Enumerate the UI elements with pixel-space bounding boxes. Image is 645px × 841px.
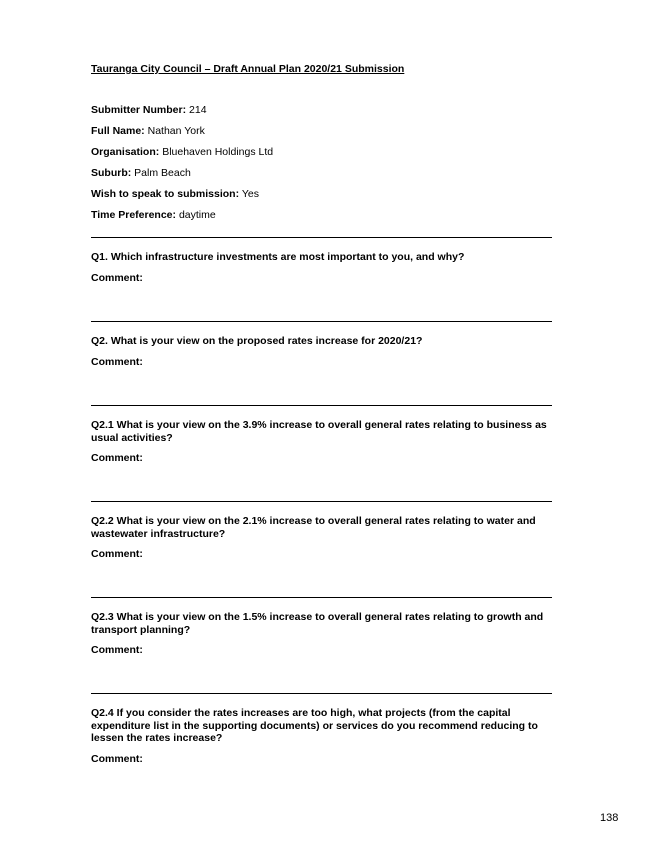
comment-label: Comment: <box>91 272 143 284</box>
question-q2-1: Q2.1 What is your view on the 3.9% increase to overall general rates relating to business as usual activities? <box>91 419 547 444</box>
question-q2-4: Q2.4 If you consider the rates increases are too high, what projects (from the capital expenditure list in the supporting documents) or services do you recommend reducing to lessen the rates increase? <box>91 707 538 744</box>
comment-label: Comment: <box>91 548 143 560</box>
field-label: Time Preference: <box>91 209 177 221</box>
field-suburb <box>91 167 191 179</box>
comment-label: Comment: <box>91 452 143 464</box>
page-number: 138 <box>600 812 619 824</box>
field-value: Nathan York <box>147 125 205 137</box>
field-label: Wish to speak to submission: <box>91 188 240 200</box>
section-divider <box>91 321 552 322</box>
section-divider <box>91 405 552 406</box>
field-organisation <box>91 146 273 158</box>
field-wish-to-speak <box>91 188 259 200</box>
question-q1: Q1. Which infrastructure investments are most important to you, and why? <box>91 251 465 263</box>
field-value: daytime <box>178 209 216 221</box>
field-submitter-number <box>91 104 207 116</box>
comment-label: Comment: <box>91 753 143 765</box>
field-label: Full Name: <box>91 125 145 137</box>
field-label: Suburb: <box>91 167 132 179</box>
field-label: Submitter Number: <box>91 104 187 116</box>
comment-label: Comment: <box>91 644 143 656</box>
comment-label: Comment: <box>91 356 143 368</box>
question-q2-3: Q2.3 What is your view on the 1.5% increase to overall general rates relating to growth and transport planning? <box>91 611 544 636</box>
section-divider <box>91 597 552 598</box>
field-label: Organisation: <box>91 146 160 158</box>
section-divider <box>91 693 552 694</box>
field-value: Bluehaven Holdings Ltd <box>162 146 274 158</box>
section-divider <box>91 237 552 238</box>
field-value: 214 <box>189 104 207 116</box>
question-q2: Q2. What is your view on the proposed rates increase for 2020/21? <box>91 335 423 347</box>
field-full-name <box>91 125 205 137</box>
field-value: Yes <box>241 188 259 200</box>
question-q2-2: Q2.2 What is your view on the 2.1% increase to overall general rates relating to water and wastewater infrastructure? <box>91 515 536 540</box>
section-divider <box>91 501 552 502</box>
field-time-preference <box>91 209 216 221</box>
field-value: Palm Beach <box>134 167 191 179</box>
document-title: Tauranga City Council – Draft Annual Plan 2020/21 Submission <box>91 63 405 75</box>
